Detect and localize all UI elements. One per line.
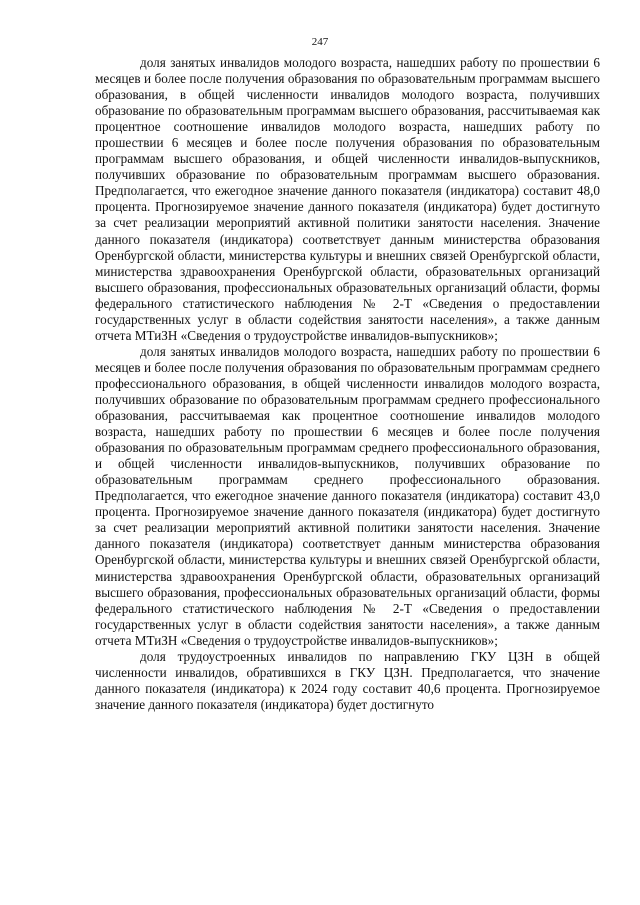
document-body <box>95 55 600 713</box>
paragraph-employed-via-employment-center: доля трудоустроенных инвалидов по направлению ГКУ ЦЗН в общей численности инвалидов, обратившихся в ГКУ ЦЗН. Предполагается, что значение данного показателя (индикатора) к 2024 году составит 40,6 процента. Прогнозируемое значение данного показателя (индикатора) будет достигнуто <box>95 648 600 712</box>
paragraph-graduates-vocational-education: доля занятых инвалидов молодого возраста, нашедших работу по прошествии 6 месяцев и более после получения образования по образовательным программам среднего профессионального образования, в общей численности инвалидов молодого возраста, получивших образование по образовательным программам среднего профессионального образования, рассчитываемая как процентное соотношение инвалидов молодого возраста, нашедших работу по прошествии 6 месяцев и более после получения образования по образовательным программам среднего профессионального образования, и общей численности инвалидов-выпускников, получивших образование по образовательным программам среднего профессионального образования. Предполагается, что ежегодное значение данного показателя (индикатора) составит 43,0 процента. Прогнозируемое значение данного показателя (индикатора) будет достигнуто за счет реализации мероприятий активной политики занятости населения. Значение данного показателя (индикатора) соответствует данным министерства образования Оренбургской области, министерства культуры и внешних связей Оренбургской области, министерства здравоохранения Оренбургской области, образовательных организаций высшего образования, профессиональных образовательных организаций области, формы федерального статистического наблюдения № 2-Т «Сведения о предоставлении государственных услуг в области содействия занятости населения», а также данным отчета МТиЗН «Сведения о трудоустройстве инвалидов-выпускников»; <box>95 343 600 648</box>
paragraph-graduates-higher-education: доля занятых инвалидов молодого возраста, нашедших работу по прошествии 6 месяцев и более после получения образования по образовательным программам высшего образования, в общей численности инвалидов молодого возраста, получивших образование по образовательным программам высшего образования, рассчитываемая как процентное соотношение инвалидов молодого возраста, нашедших работу по прошествии 6 месяцев и более после получения образования по образовательным программам высшего образования, и общей численности инвалидов-выпускников, получивших образование по образовательным программам высшего образования. Предполагается, что ежегодное значение данного показателя (индикатора) составит 48,0 процента. Прогнозируемое значение данного показателя (индикатора) будет достигнуто за счет реализации мероприятий активной политики занятости населения. Значение данного показателя (индикатора) соответствует данным министерства образования Оренбургской области, министерства культуры и внешних связей Оренбургской области, министерства здравоохранения Оренбургской области, образовательных организаций высшего образования, профессиональных образовательных организаций области, формы федерального статистического наблюдения № 2-Т «Сведения о предоставлении государственных услуг в области содействия занятости населения», а также данным отчета МТиЗН «Сведения о трудоустройстве инвалидов-выпускников»; <box>95 55 600 343</box>
page-number: 247 <box>311 36 329 48</box>
